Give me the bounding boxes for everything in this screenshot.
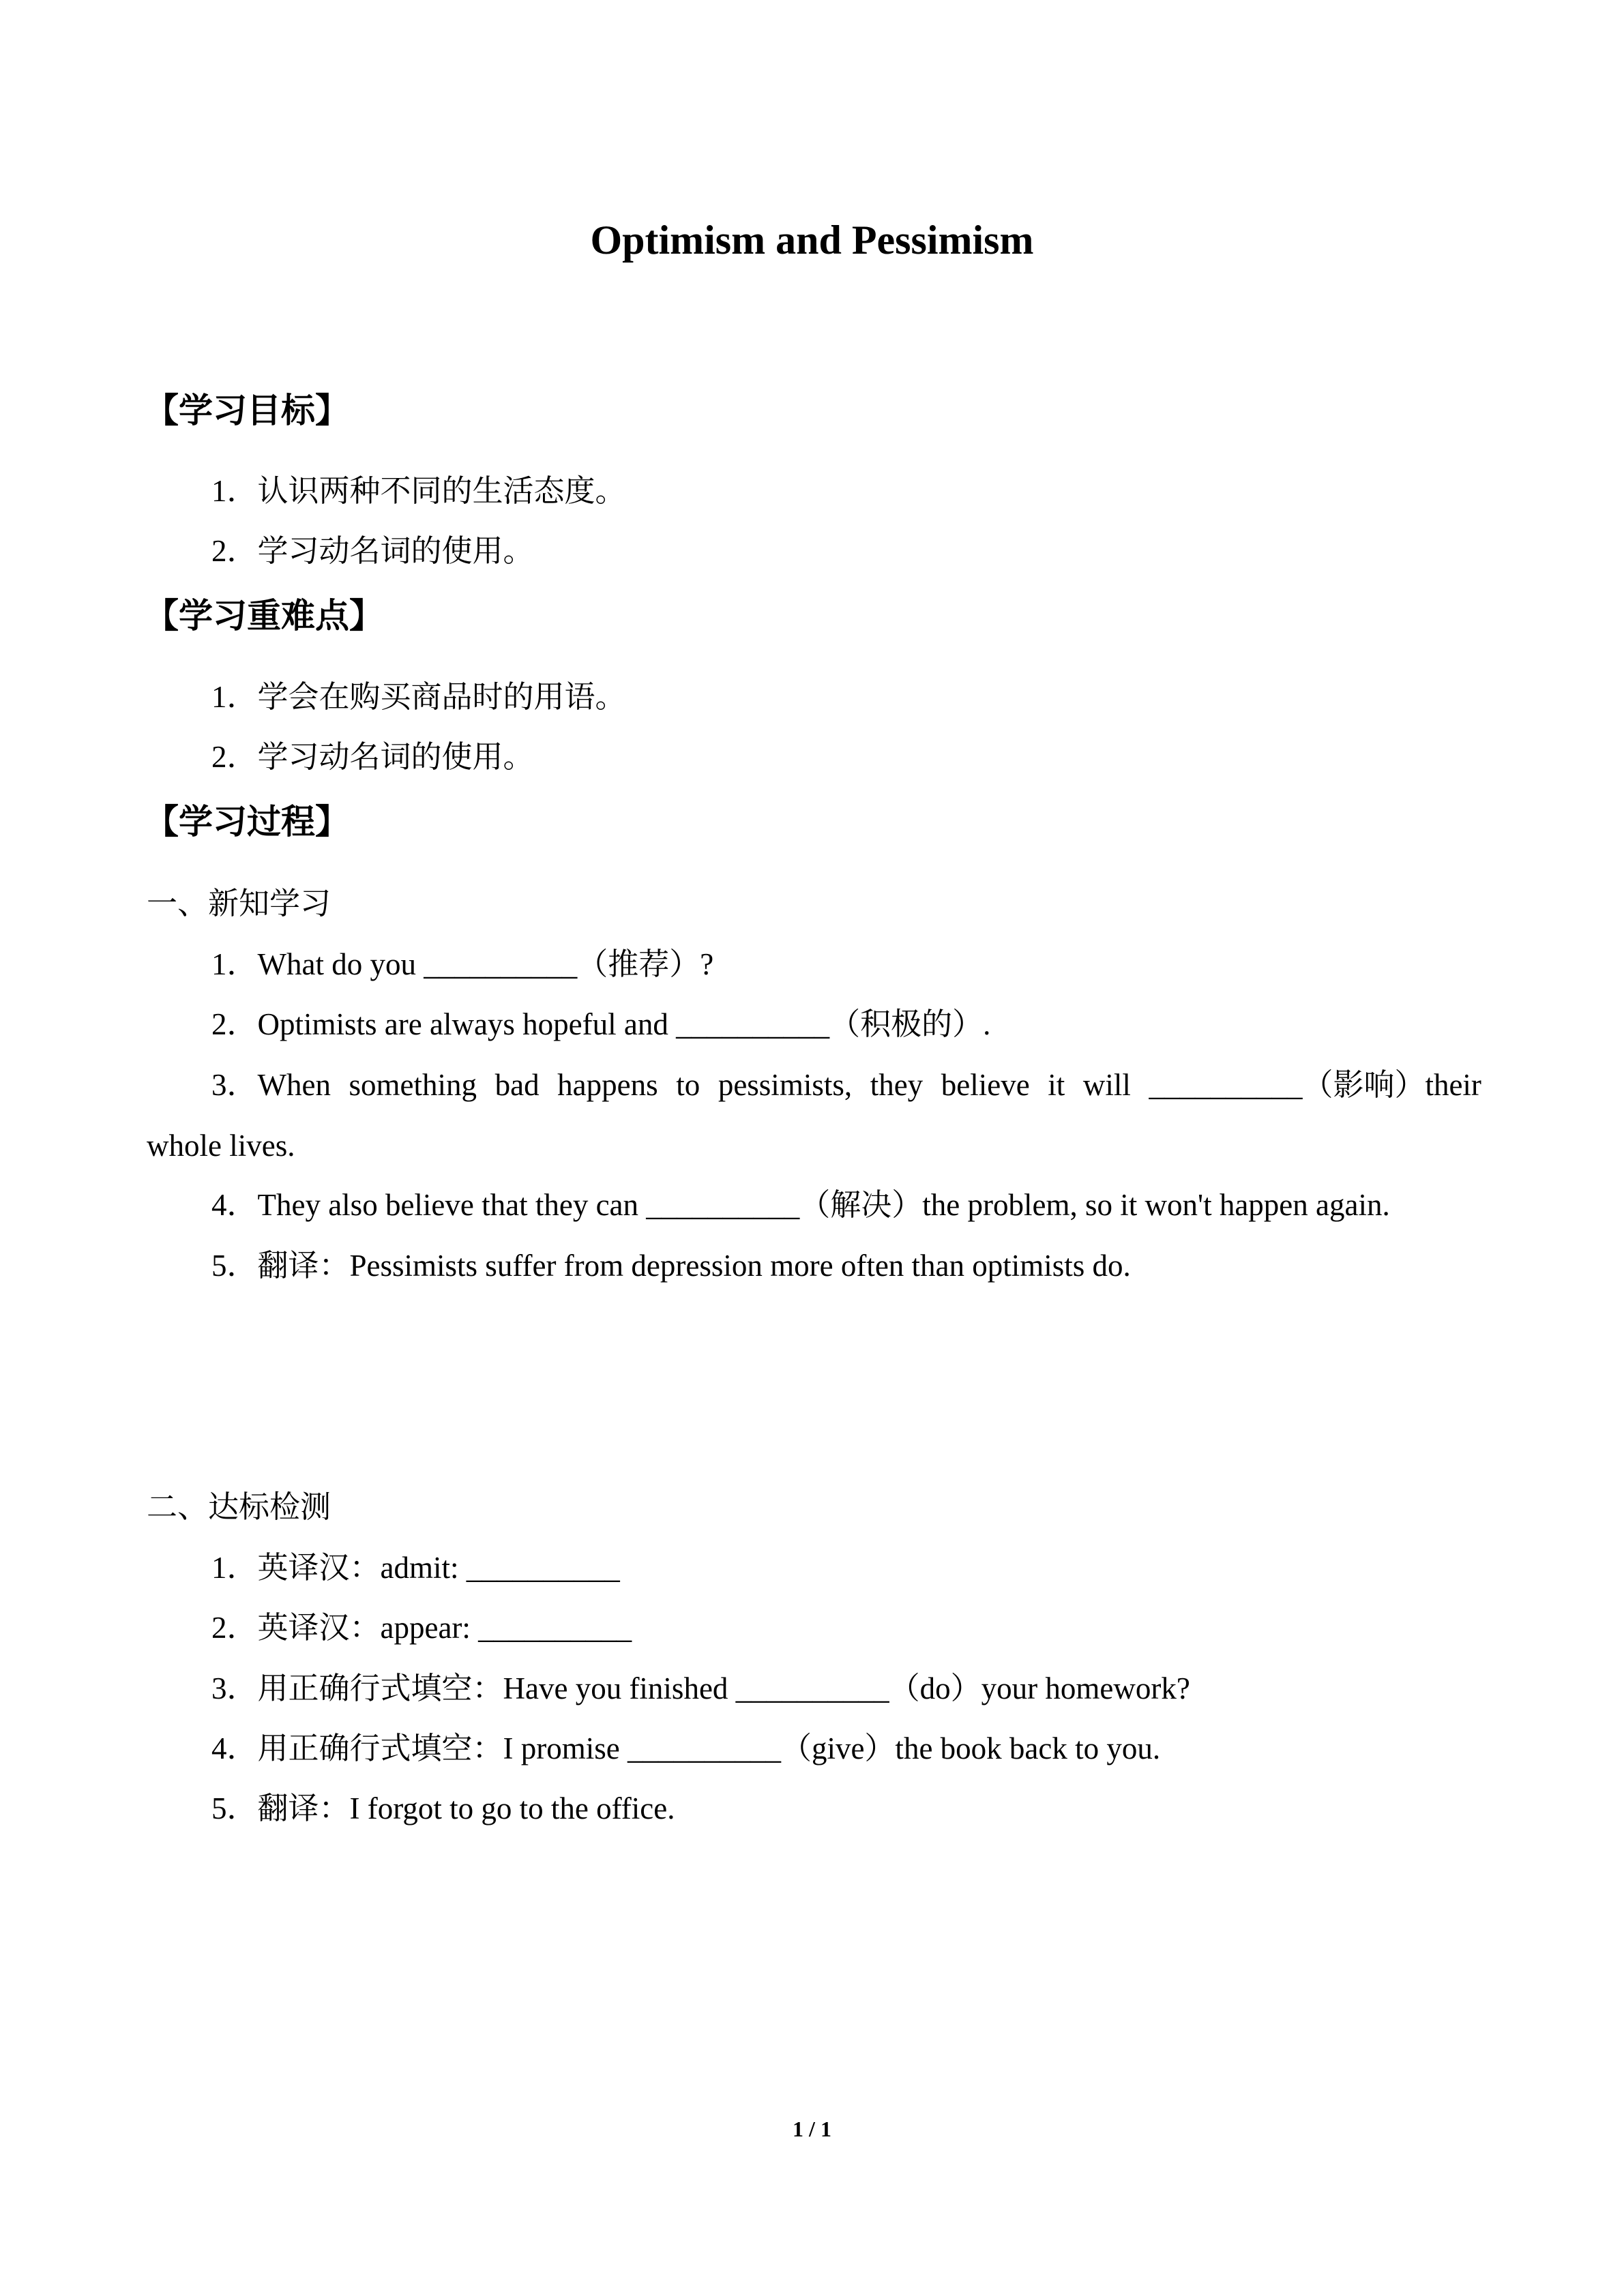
assessment-item-1: 1．英译汉：admit: __________ [211, 1551, 620, 1585]
heading-learning-process: 【学习过程】 [145, 802, 349, 841]
key-point-item-1: 1．学会在购买商品时的用语。 [211, 680, 626, 714]
document-title: Optimism and Pessimism [590, 218, 1034, 263]
exercise-3-word: 3．When [211, 1068, 331, 1102]
key-point-item-2: 2．学习动名词的使用。 [211, 740, 534, 774]
exercise-1: 1．What do you __________（推荐）? [211, 947, 714, 981]
exercise-3 [211, 1064, 1481, 1105]
heading-learning-goals: 【学习目标】 [145, 391, 349, 430]
exercise-3-word: something [349, 1068, 477, 1102]
heading-key-points: 【学习重难点】 [145, 596, 383, 636]
exercise-3-word: happens [557, 1068, 658, 1102]
exercise-3-word: believe [941, 1068, 1030, 1102]
exercise-3-word: will [1082, 1068, 1131, 1102]
exercise-3-word: it [1048, 1068, 1065, 1102]
page-number: 1 / 1 [793, 2117, 831, 2141]
exercise-3-word: pessimists, [718, 1068, 853, 1102]
assessment-item-2: 2．英译汉：appear: __________ [211, 1611, 632, 1645]
exercise-3-word: bad [494, 1068, 540, 1102]
exercise-3-word: __________（影响）their [1149, 1068, 1481, 1102]
exercise-3-continuation: whole lives. [147, 1129, 295, 1163]
exercise-2: 2．Optimists are always hopeful and __________（积极的）. [211, 1007, 991, 1041]
section-new-knowledge: 一、新知学习 [147, 886, 331, 921]
exercise-3-word: they [870, 1068, 924, 1102]
goal-item-1: 1．认识两种不同的生活态度。 [211, 474, 626, 508]
exercise-5: 5．翻译：Pessimists suffer from depression more often than optimists do. [211, 1249, 1131, 1283]
exercise-3-word: to [676, 1068, 700, 1102]
assessment-item-3: 3．用正确行式填空：Have you finished __________（do）your homework? [211, 1671, 1190, 1705]
exercise-4: 4．They also believe that they can __________（解决）the problem, so it won't happen again. [211, 1188, 1390, 1222]
goal-item-2: 2．学习动名词的使用。 [211, 534, 534, 568]
section-assessment: 二、达标检测 [147, 1490, 331, 1524]
assessment-item-4: 4．用正确行式填空：I promise __________（give）the book back to you. [211, 1731, 1161, 1765]
assessment-item-5: 5．翻译：I forgot to go to the office. [211, 1791, 675, 1825]
